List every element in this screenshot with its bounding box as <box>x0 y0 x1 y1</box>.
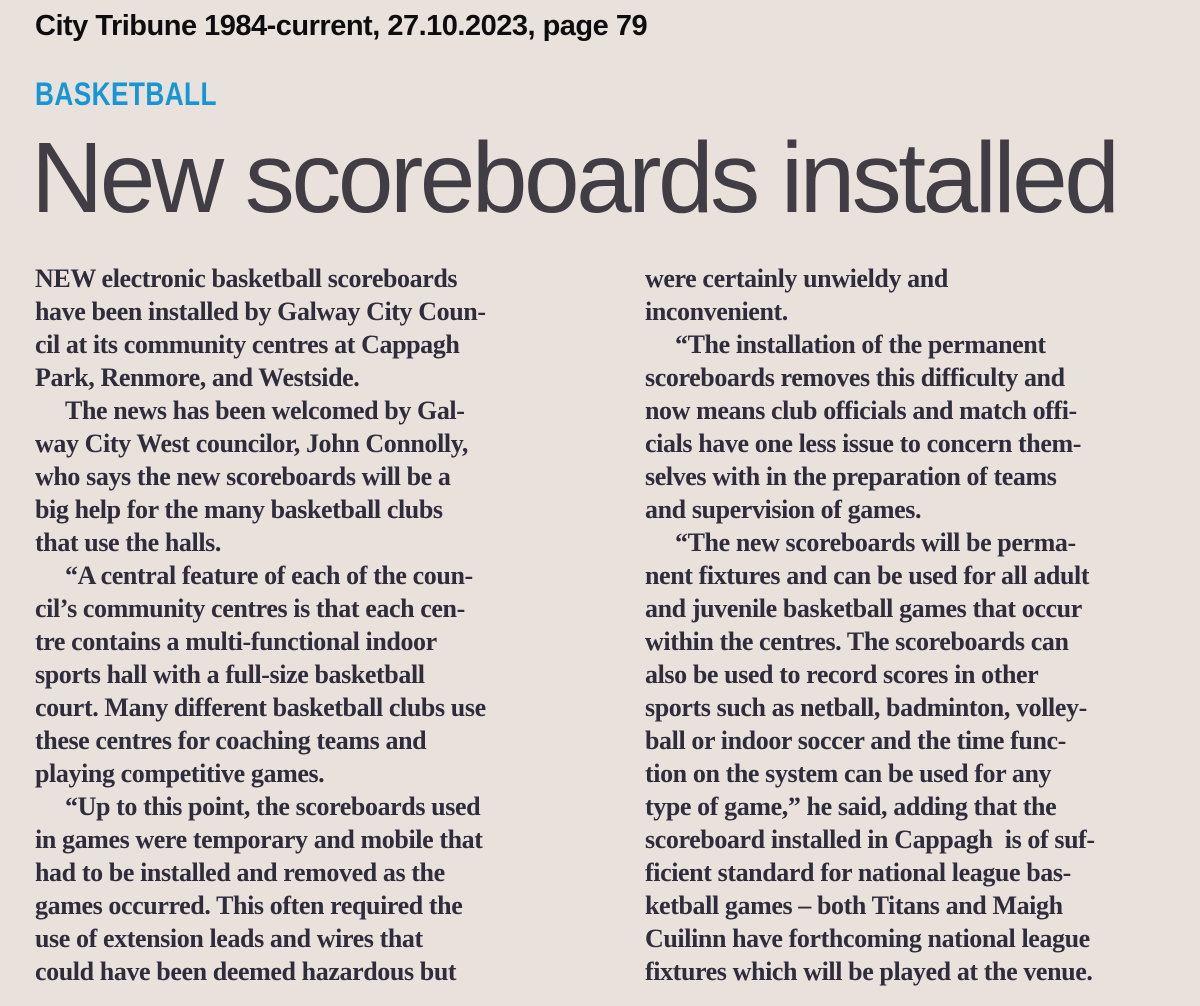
article-line: could have been deemed hazardous but <box>35 957 457 986</box>
article-line: “The installation of the permanent <box>675 330 1046 359</box>
article-line: The news has been welcomed by Gal- <box>65 396 465 425</box>
article-column-right <box>645 262 1200 988</box>
article-line: now means club officials and match offi- <box>645 396 1077 425</box>
article-line: were certainly unwieldy and <box>645 264 948 293</box>
article-line: and supervision of games. <box>645 495 922 524</box>
article-line: NEW electronic basketball scoreboards <box>35 264 458 293</box>
article-line: nent fixtures and can be used for all adult <box>645 561 1090 590</box>
article-line: type of game,” he said, adding that the <box>645 792 1057 821</box>
article-line: cil’s community centres is that each cen- <box>35 594 465 623</box>
article-line: ball or indoor soccer and the time func- <box>645 726 1066 755</box>
article-line: cials have one less issue to concern them- <box>645 429 1081 458</box>
article-line: in games were temporary and mobile that <box>35 825 483 854</box>
article-column-left <box>35 262 595 988</box>
article-line: inconvenient. <box>645 297 788 326</box>
article-line: sports such as netball, badminton, volley- <box>645 693 1087 722</box>
article-line: ficient standard for national league bas- <box>645 858 1071 887</box>
article-line: court. Many different basketball clubs use <box>35 693 486 722</box>
article-line: also be used to record scores in other <box>645 660 1039 689</box>
article-line: Cuilinn have forthcoming national league <box>645 924 1090 953</box>
article-line: who says the new scoreboards will be a <box>35 462 451 491</box>
section-kicker: BASKETBALL <box>35 76 217 112</box>
article-line: playing competitive games. <box>35 759 325 788</box>
article-line: way City West councilor, John Connolly, <box>35 429 468 458</box>
article-headline: New scoreboards installed <box>31 122 1117 234</box>
archive-source-header: City Tribune 1984-current, 27.10.2023, page 79 <box>35 10 648 42</box>
article-line: had to be installed and removed as the <box>35 858 445 887</box>
article-line: scoreboards removes this difficulty and <box>645 363 1065 392</box>
article-line: that use the halls. <box>35 528 221 557</box>
article-line: fixtures which will be played at the venue. <box>645 957 1093 986</box>
article-line: scoreboard installed in Cappagh is of suf- <box>645 825 1095 854</box>
article-line: these centres for coaching teams and <box>35 726 427 755</box>
article-line: tre contains a multi-functional indoor <box>35 627 437 656</box>
article-line: big help for the many basketball clubs <box>35 495 443 524</box>
article-line: games occurred. This often required the <box>35 891 463 920</box>
article-line: within the centres. The scoreboards can <box>645 627 1069 656</box>
article-line: selves with in the preparation of teams <box>645 462 1057 491</box>
article-line: “Up to this point, the scoreboards used <box>65 792 481 821</box>
article-line: ketball games – both Titans and Maigh <box>645 891 1063 920</box>
article-line: cil at its community centres at Cappagh <box>35 330 460 359</box>
article-line: have been installed by Galway City Coun- <box>35 297 486 326</box>
article-line: and juvenile basketball games that occur <box>645 594 1082 623</box>
article-line: Park, Renmore, and Westside. <box>35 363 360 392</box>
article-line: “The new scoreboards will be perma- <box>675 528 1076 557</box>
article-line: sports hall with a full-size basketball <box>35 660 425 689</box>
article-line: tion on the system can be used for any <box>645 759 1052 788</box>
article-line: use of extension leads and wires that <box>35 924 423 953</box>
article-line: “A central feature of each of the coun- <box>65 561 473 590</box>
